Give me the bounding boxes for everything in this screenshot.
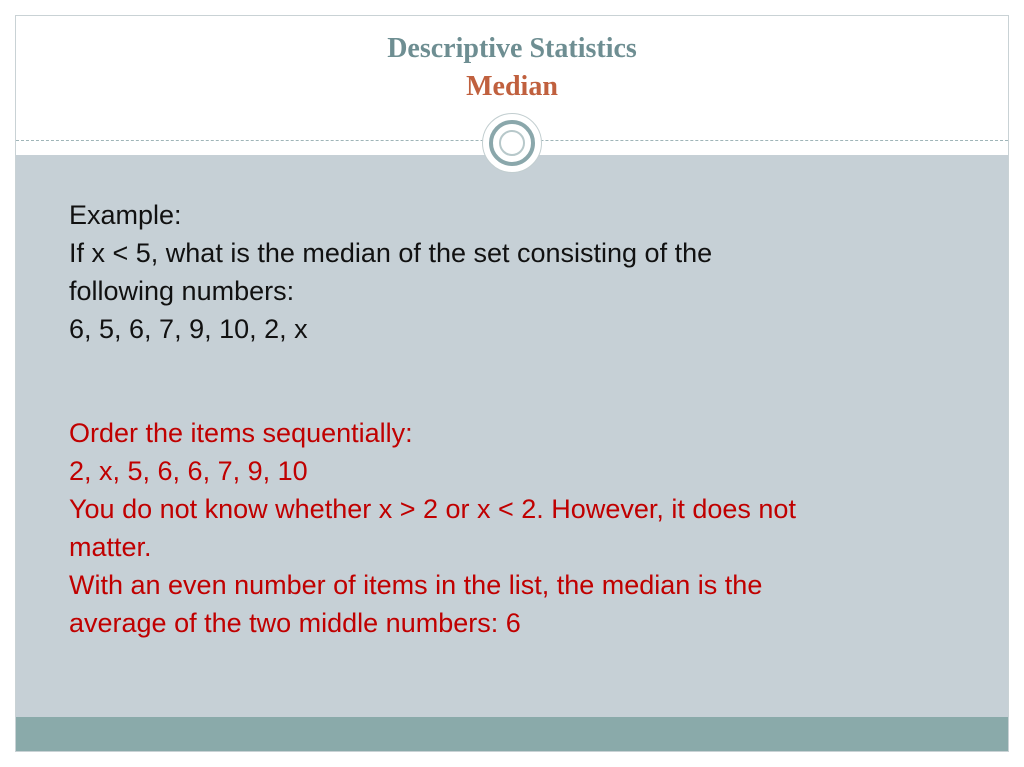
solution-line3: You do not know whether x > 2 or x < 2. However, it does not bbox=[69, 494, 796, 524]
example-numbers: 6, 5, 6, 7, 9, 10, 2, x bbox=[69, 314, 308, 344]
slide-subtitle: Median bbox=[466, 71, 558, 102]
title-block bbox=[0, 30, 1024, 106]
solution-line6: average of the two middle numbers: 6 bbox=[69, 608, 521, 638]
inner-ring-icon bbox=[499, 130, 525, 156]
example-question-line1: If x < 5, what is the median of the set consisting of the bbox=[69, 238, 713, 268]
solution-line2: 2, x, 5, 6, 6, 7, 9, 10 bbox=[69, 456, 308, 486]
example-text bbox=[69, 196, 712, 348]
footer-bar bbox=[16, 717, 1008, 751]
ring-icon bbox=[489, 120, 535, 166]
solution-text bbox=[69, 414, 796, 642]
example-question-line2: following numbers: bbox=[69, 276, 295, 306]
circle-ornament-icon bbox=[482, 113, 542, 173]
solution-line4: matter. bbox=[69, 532, 152, 562]
example-heading: Example: bbox=[69, 200, 182, 230]
slide-title: Descriptive Statistics bbox=[387, 33, 637, 64]
solution-line1: Order the items sequentially: bbox=[69, 418, 413, 448]
solution-line5: With an even number of items in the list, the median is the bbox=[69, 570, 763, 600]
